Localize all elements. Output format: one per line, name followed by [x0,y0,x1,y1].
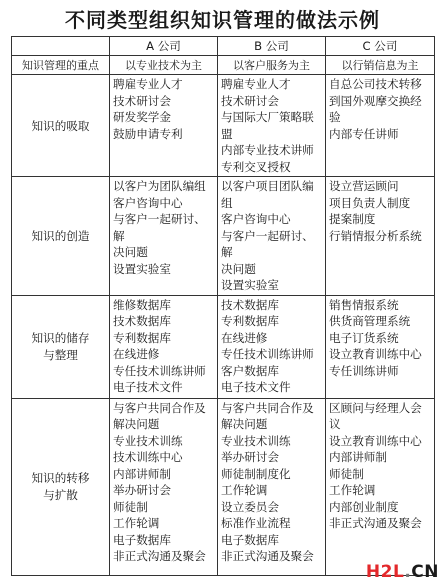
cell-item: 决问题 [113,245,148,259]
cell-item: 以客户项目团队编 [221,179,314,193]
cell-item: 供货商管理系统 [329,314,411,328]
table-cell-company-c [326,295,435,398]
cell-item: 设立教育训练中心 [329,347,422,361]
stage-label [12,75,110,177]
cell-item: 决问题 [221,261,256,276]
cell-item: 设立教育训练中心 [329,433,422,448]
cell-item: 到国外观摩交换经 [329,93,422,108]
cell-item: 客户咨询中心 [221,212,291,226]
table-cell-company-c [326,398,435,576]
stage-label-text: 知识的创造 [31,228,90,243]
cell-item: 技术数据库 [221,297,279,312]
cell-item: 在线进修 [113,347,160,361]
cell-item: 内部专业技术讲师 [221,143,314,157]
cell-item: 师徒制制度化 [221,466,291,481]
cell-item: 专任技术训练讲师 [221,347,314,361]
stage-label-text [32,470,90,503]
table-cell-company-b [218,398,326,576]
cell-item: 专利数据库 [113,330,171,345]
stage-label-line: 与扩散 [43,487,78,502]
cell-item: 内部讲师制 [329,450,387,464]
cell-item: 内部专任讲师 [329,126,399,141]
watermark-suffix: CN [411,562,439,582]
cell-item: 设置实验室 [113,261,171,276]
cell-item: 技术数据库 [113,314,171,328]
cell-item: 聘雇专业人才 [113,77,183,91]
focus-company-b: 以客户服务为主 [218,56,326,75]
table-cell-company-a [110,177,218,296]
focus-row-label: 知识管理的重点 [12,56,110,75]
cell-item: 客户数据库 [221,363,279,378]
cell-item: 专任技术训练讲师 [113,363,206,378]
cell-item: 举办研讨会 [221,450,279,464]
cell-item: 工作轮调 [113,516,160,530]
cell-item: 解决问题 [113,417,160,431]
cell-item: 区顾问与经理人会 [329,400,422,415]
cell-item: 电子技术文件 [221,380,291,394]
table-row [12,295,435,398]
stage-label [12,295,110,398]
cell-item: 非正式沟通及聚会 [329,516,422,530]
stage-label-line: 知识的储存 [31,331,90,345]
cell-item: 与客户共同合作及 [221,400,314,415]
cell-item: 专利交叉授权 [221,159,291,174]
table-row [12,75,435,177]
cell-item: 专任训练讲师 [329,363,399,378]
table-row [12,177,435,296]
header-company-b: B 公司 [218,37,326,56]
cell-item: 设置实验室 [221,278,279,292]
header-row [12,37,435,56]
cell-item: 与客户共同合作及 [113,400,206,415]
stage-label-line: 知识的转移 [31,471,90,486]
cell-item: 维修数据库 [113,297,171,312]
table-cell-company-b [218,75,326,177]
table-cell-company-c [326,177,435,296]
cell-item: 专业技术训练 [113,433,183,448]
stage-label [12,177,110,296]
focus-company-c: 以行销信息为主 [326,56,435,75]
cell-item: 技术训练中心 [113,450,183,464]
cell-item: 电子数据库 [113,532,171,547]
cell-item: 技术研讨会 [221,93,279,108]
header-company-c: C 公司 [326,37,435,56]
cell-item: 销售情报系统 [329,297,399,312]
cell-item: 与客户一起研讨、解 [221,228,314,259]
table-cell-company-b [218,177,326,296]
cell-item: 电子技术文件 [113,380,183,394]
stage-label [12,398,110,576]
cell-item: 非正式沟通及聚会 [221,549,314,563]
cell-item: 工作轮调 [329,483,376,497]
cell-item: 自总公司技术转移 [329,77,422,91]
cell-item: 客户咨询中心 [113,195,183,210]
cell-item: 与客户一起研讨、解 [113,212,206,243]
page-title: 不同类型组织知识管理的做法示例 [65,8,380,32]
cell-item: 鼓励申请专利 [113,126,183,141]
watermark-dot: . [404,562,412,582]
cell-item: 在线进修 [221,330,268,345]
focus-row [12,56,435,75]
cell-item: 研发奖学金 [113,110,171,124]
watermark-logo [366,562,439,582]
cell-item: 非正式沟通及聚会 [113,549,206,563]
cell-item: 解决问题 [221,417,268,431]
cell-item: 师徒制 [329,466,364,481]
cell-item: 内部创业制度 [329,499,399,514]
header-company-a: A 公司 [110,37,218,56]
knowledge-management-table [11,36,435,576]
cell-item: 工作轮调 [221,483,268,497]
cell-item: 师徒制 [113,499,148,514]
cell-item: 内部讲师制 [113,466,171,481]
cell-item: 盟 [221,126,233,141]
table-cell-company-a [110,398,218,576]
table-cell-company-c [326,75,435,177]
table-row [12,398,435,576]
header-empty-cell [12,37,110,56]
stage-label-line: 与整理 [43,347,78,362]
table-cell-company-a [110,295,218,398]
cell-item: 议 [329,417,341,431]
watermark-brand: H2L [365,562,405,582]
cell-item: 电子数据库 [221,532,279,547]
cell-item: 提案制度 [329,212,376,226]
cell-item: 设立营运顾问 [329,179,399,193]
cell-item: 电子订货系统 [329,330,399,345]
cell-item: 标准作业流程 [221,516,291,530]
table-cell-company-a [110,75,218,177]
cell-item: 聘雇专业人才 [221,77,291,91]
cell-item: 组 [221,195,233,210]
table-cell-company-b [218,295,326,398]
cell-item: 项目负责人制度 [329,195,411,210]
stage-label-text: 知识的吸取 [31,118,90,133]
cell-item: 设立委员会 [221,499,279,514]
cell-item: 技术研讨会 [113,93,171,108]
cell-item: 行销情报分析系统 [329,228,422,243]
cell-item: 验 [329,110,341,124]
stage-label-text [32,330,90,363]
focus-company-a: 以专业技术为主 [110,56,218,75]
cell-item: 以客户为团队编组 [113,179,206,193]
cell-item: 专利数据库 [221,314,279,328]
cell-item: 专业技术训练 [221,433,291,448]
cell-item: 与国际大厂策略联 [221,110,314,124]
cell-item: 举办研讨会 [113,483,171,497]
